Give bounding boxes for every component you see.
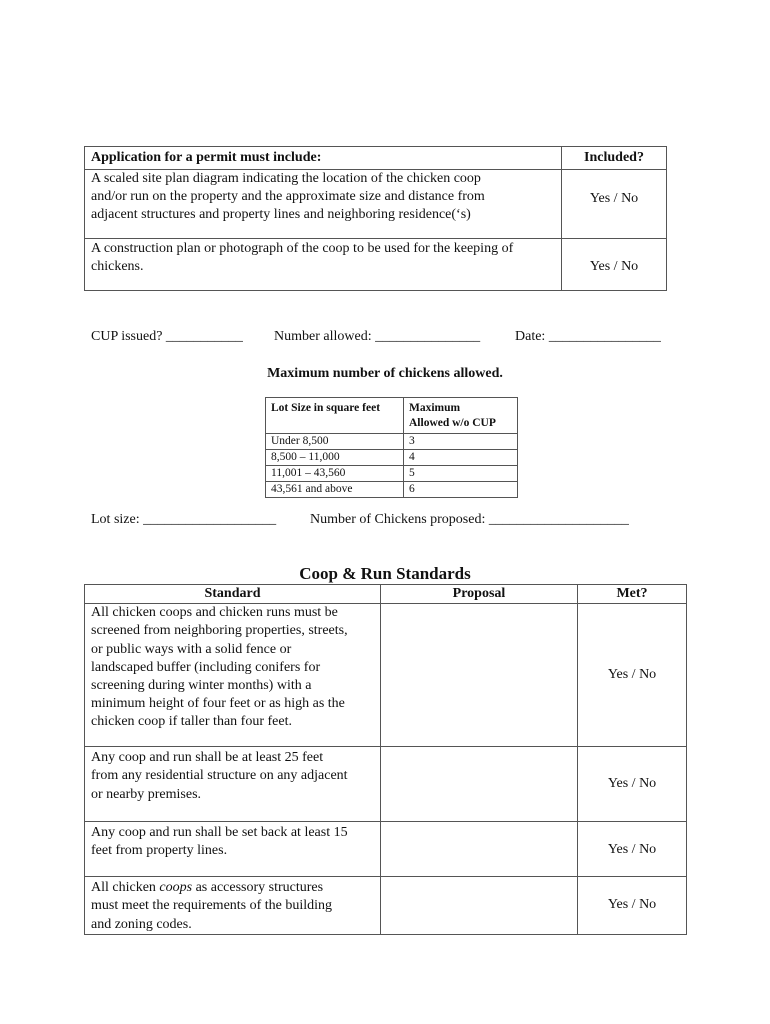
- lot-size-cell: 11,001 – 43,560: [266, 466, 404, 482]
- standard-line: [91, 879, 374, 897]
- lot-max-cell: 5: [404, 466, 518, 482]
- lot-max-cell: 6: [404, 482, 518, 498]
- proposal-input-cell[interactable]: [381, 822, 578, 877]
- standard-line: or public ways with a solid fence or: [91, 641, 292, 657]
- lot-max-cell: 4: [404, 450, 518, 466]
- standards-header-met: Met?: [578, 585, 687, 604]
- permit-requirements-table: [84, 146, 667, 291]
- lot-size-field[interactable]: Lot size: ___________________: [91, 512, 277, 527]
- lot-header-max: [404, 398, 518, 434]
- standard-line: Any coop and run shall be at least 25 feet: [91, 750, 324, 766]
- proposal-input-cell[interactable]: [381, 604, 578, 747]
- lot-max-cell: 3: [404, 434, 518, 450]
- standard-text: [85, 877, 381, 935]
- permit-row-text: [85, 239, 562, 291]
- permit-row-included[interactable]: Yes / No: [562, 239, 667, 291]
- lot-header-size: Lot Size in square feet: [266, 398, 404, 434]
- permit-row-line: A scaled site plan diagram indicating the location of the chicken coop: [91, 171, 481, 186]
- standard-text: [85, 604, 381, 747]
- lot-row: [266, 466, 518, 482]
- standards-header-row: [85, 585, 687, 604]
- standards-header-standard: Standard: [85, 585, 381, 604]
- standard-line: must meet the requirements of the building: [91, 898, 333, 914]
- lot-size-table: [265, 397, 518, 498]
- permit-row: [85, 170, 667, 239]
- standards-row: [85, 822, 687, 877]
- cup-issued-field[interactable]: CUP issued? ___________: [91, 329, 243, 344]
- standards-row: [85, 877, 687, 935]
- permit-row-line: and/or run on the property and the approximate size and distance from: [91, 189, 485, 204]
- standard-line: from any residential structure on any adjacent: [91, 768, 348, 784]
- standard-line-post: as accessory structures: [192, 880, 324, 896]
- standards-header-proposal: Proposal: [381, 585, 578, 604]
- standard-line: All chicken coops and chicken runs must be: [91, 605, 338, 621]
- standard-line: chicken coop if taller than four feet.: [91, 714, 292, 730]
- lot-row: [266, 450, 518, 466]
- standard-line: screening during winter months) with a: [91, 678, 312, 694]
- lot-size-cell: Under 8,500: [266, 434, 404, 450]
- standard-met[interactable]: Yes / No: [578, 822, 687, 877]
- standard-line: Any coop and run shall be set back at least 15: [91, 825, 348, 841]
- chickens-proposed-field[interactable]: Number of Chickens proposed: ____________________: [310, 512, 629, 527]
- standards-row: [85, 604, 687, 747]
- coop-standards-table: [84, 584, 687, 935]
- proposal-input-cell[interactable]: [381, 747, 578, 822]
- standard-met[interactable]: Yes / No: [578, 747, 687, 822]
- standards-row: [85, 747, 687, 822]
- permit-header-included: Included?: [562, 147, 667, 170]
- standard-line-pre: All chicken: [91, 880, 160, 896]
- lot-header-max-line: Maximum: [409, 402, 461, 414]
- lot-size-cell: 8,500 – 11,000: [266, 450, 404, 466]
- standard-line-emphasis: coops: [159, 880, 193, 896]
- standard-line: landscaped buffer (including conifers for: [91, 659, 321, 675]
- date-field[interactable]: Date: ________________: [515, 329, 661, 344]
- standards-title: Coop & Run Standards: [299, 564, 471, 583]
- standard-line: minimum height of four feet or as high as the: [91, 696, 345, 712]
- number-allowed-field[interactable]: Number allowed: _______________: [274, 329, 481, 344]
- lot-size-cell: 43,561 and above: [266, 482, 404, 498]
- lot-row: [266, 482, 518, 498]
- lot-row: [266, 434, 518, 450]
- standard-met[interactable]: Yes / No: [578, 604, 687, 747]
- standard-line: or nearby premises.: [91, 786, 202, 802]
- proposal-input-cell[interactable]: [381, 877, 578, 935]
- standard-met[interactable]: Yes / No: [578, 877, 687, 935]
- max-chickens-title: Maximum number of chickens allowed.: [267, 366, 503, 381]
- standard-text: [85, 822, 381, 877]
- standard-text: [85, 747, 381, 822]
- permit-row-line: chickens.: [91, 259, 144, 274]
- standard-line: and zoning codes.: [91, 916, 192, 932]
- permit-row-line: A construction plan or photograph of the coop to be used for the keeping of: [91, 241, 514, 256]
- permit-row: [85, 239, 667, 291]
- permit-row-text: [85, 170, 562, 239]
- lot-header-max-line: Allowed w/o CUP: [409, 417, 496, 429]
- standard-line: feet from property lines.: [91, 843, 228, 859]
- permit-row-included[interactable]: Yes / No: [562, 170, 667, 239]
- permit-row-line: adjacent structures and property lines and neighboring residence(‘s): [91, 207, 471, 222]
- permit-header-requirement: Application for a permit must include:: [85, 147, 562, 170]
- lot-header-row: [266, 398, 518, 434]
- standard-line: screened from neighboring properties, streets,: [91, 623, 348, 639]
- permit-header-row: [85, 147, 667, 170]
